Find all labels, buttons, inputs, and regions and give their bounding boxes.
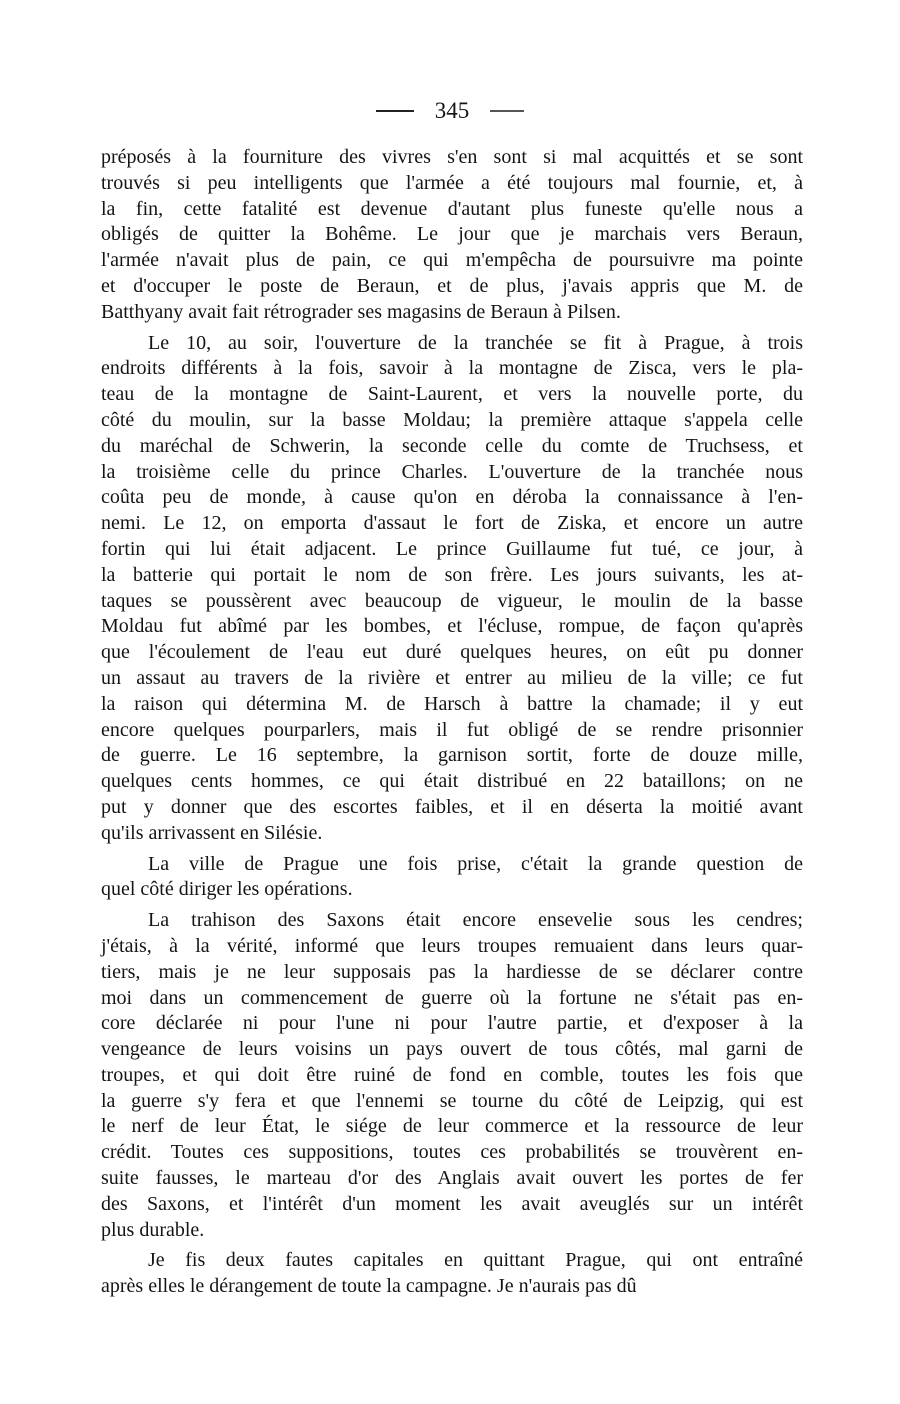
- text-line: du maréchal de Schwerin, la seconde celle du comte de Truchsess, et: [101, 434, 803, 457]
- text-line: Moldau fut abîmé par les bombes, et l'écluse, rompue, de façon qu'après: [101, 615, 803, 638]
- left-dash: [376, 110, 414, 112]
- text-line: l'armée n'avait plus de pain, ce qui m'empêcha de poursuivre ma pointe: [101, 249, 803, 272]
- text-line: le nerf de leur État, le siége de leur commerce et la ressource de leur: [101, 1115, 803, 1138]
- paragraph: [101, 331, 803, 847]
- text-line: la batterie qui portait le nom de son frère. Les jours suivants, les at-: [101, 563, 803, 586]
- text-line: la raison qui détermina M. de Harsch à battre la chamade; il y eut: [101, 692, 803, 715]
- text-line: vengeance de leurs voisins un pays ouvert de tous côtés, mal garni de: [101, 1038, 803, 1061]
- text-line: Batthyany avait fait rétrograder ses magasins de Beraun à Pilsen.: [101, 300, 621, 323]
- text-line: taques se poussèrent avec beaucoup de vigueur, le moulin de la basse: [101, 589, 803, 612]
- text-line: put y donner que des escortes faibles, et il en déserta la moitié avant: [101, 795, 803, 818]
- text-line: Le 10, au soir, l'ouverture de la tranchée se fit à Prague, à trois: [148, 331, 803, 354]
- text-line: la fin, cette fatalité est devenue d'autant plus funeste qu'elle nous a: [101, 197, 803, 220]
- text-line: de guerre. Le 16 septembre, la garnison sortit, forte de douze mille,: [101, 744, 803, 767]
- text-line: obligés de quitter la Bohême. Le jour que je marchais vers Beraun,: [101, 223, 803, 246]
- text-line: core déclarée ni pour l'une ni pour l'autre partie, et d'exposer à la: [101, 1012, 803, 1035]
- text-line: nemi. Le 12, on emporta d'assaut le fort de Ziska, et encore un autre: [101, 512, 803, 535]
- text-line: la guerre s'y fera et que l'ennemi se tourne du côté de Leipzig, qui est: [101, 1089, 803, 1112]
- text-line: crédit. Toutes ces suppositions, toutes ces probabilités se trouvèrent en-: [101, 1141, 803, 1164]
- text-line: qu'ils arrivassent en Silésie.: [101, 821, 323, 844]
- text-line: tiers, mais je ne leur supposais pas la hardiesse de se déclarer contre: [101, 960, 803, 983]
- text-line: un assaut au travers de la rivière et entrer au milieu de la ville; ce fut: [101, 666, 803, 689]
- text-line: des Saxons, et l'intérêt d'un moment les avait aveuglés sur un intérêt: [101, 1192, 803, 1215]
- page-number: 345: [434, 98, 470, 123]
- page-header: [0, 98, 900, 138]
- text-line: préposés à la fourniture des vivres s'en sont si mal acquittés et se sont: [101, 146, 803, 168]
- text-line: encore quelques pourparlers, mais il fut obligé de se rendre prisonnier: [101, 718, 803, 741]
- text-line: plus durable.: [101, 1218, 205, 1241]
- text-line: moi dans un commencement de guerre où la fortune ne s'était pas en-: [101, 986, 803, 1009]
- text-line: quelques cents hommes, ce qui était distribué en 22 bataillons; on ne: [101, 770, 803, 793]
- text-line: et d'occuper le poste de Beraun, et de plus, j'avais appris que M. de: [101, 274, 803, 297]
- right-dash: [490, 110, 524, 112]
- text-line: endroits différents à la fois, savoir à la montagne de Zisca, vers le pla-: [101, 357, 803, 380]
- text-line: teau de la montagne de Saint-Laurent, et vers la nouvelle porte, du: [101, 383, 803, 406]
- text-line: Je fis deux fautes capitales en quittant Prague, qui ont entraîné: [148, 1249, 803, 1272]
- text-line: coûta peu de monde, à cause qu'on en déroba la connaissance à l'en-: [101, 486, 803, 509]
- text-line: troupes, et qui doit être ruiné de fond en comble, toutes les fois que: [101, 1063, 803, 1086]
- text-line: La trahison des Saxons était encore ensevelie sous les cendres;: [148, 909, 803, 932]
- paragraph: [101, 1248, 803, 1300]
- body-text: [101, 145, 803, 1300]
- text-line: j'étais, à la vérité, informé que leurs troupes remuaient dans leurs quar-: [101, 934, 803, 957]
- paragraph: [101, 145, 803, 326]
- paragraph: [101, 852, 803, 904]
- text-line: suite fausses, le marteau d'or des Anglais avait ouvert les portes de fer: [101, 1167, 803, 1190]
- text-line: trouvés si peu intelligents que l'armée a été toujours mal fournie, et, à: [101, 171, 803, 194]
- text-line: côté du moulin, sur la basse Moldau; la première attaque s'appela celle: [101, 408, 803, 431]
- text-line: après elles le dérangement de toute la campagne. Je n'aurais pas dû: [101, 1275, 637, 1298]
- text-line: quel côté diriger les opérations.: [101, 878, 353, 901]
- text-line: La ville de Prague une fois prise, c'était la grande question de: [148, 852, 803, 875]
- text-line: que l'écoulement de l'eau eut duré quelques heures, on eût pu donner: [101, 641, 803, 664]
- text-line: la troisième celle du prince Charles. L'ouverture de la tranchée nous: [101, 460, 803, 483]
- text-line: fortin qui lui était adjacent. Le prince Guillaume fut tué, ce jour, à: [101, 537, 803, 560]
- paragraph: [101, 908, 803, 1243]
